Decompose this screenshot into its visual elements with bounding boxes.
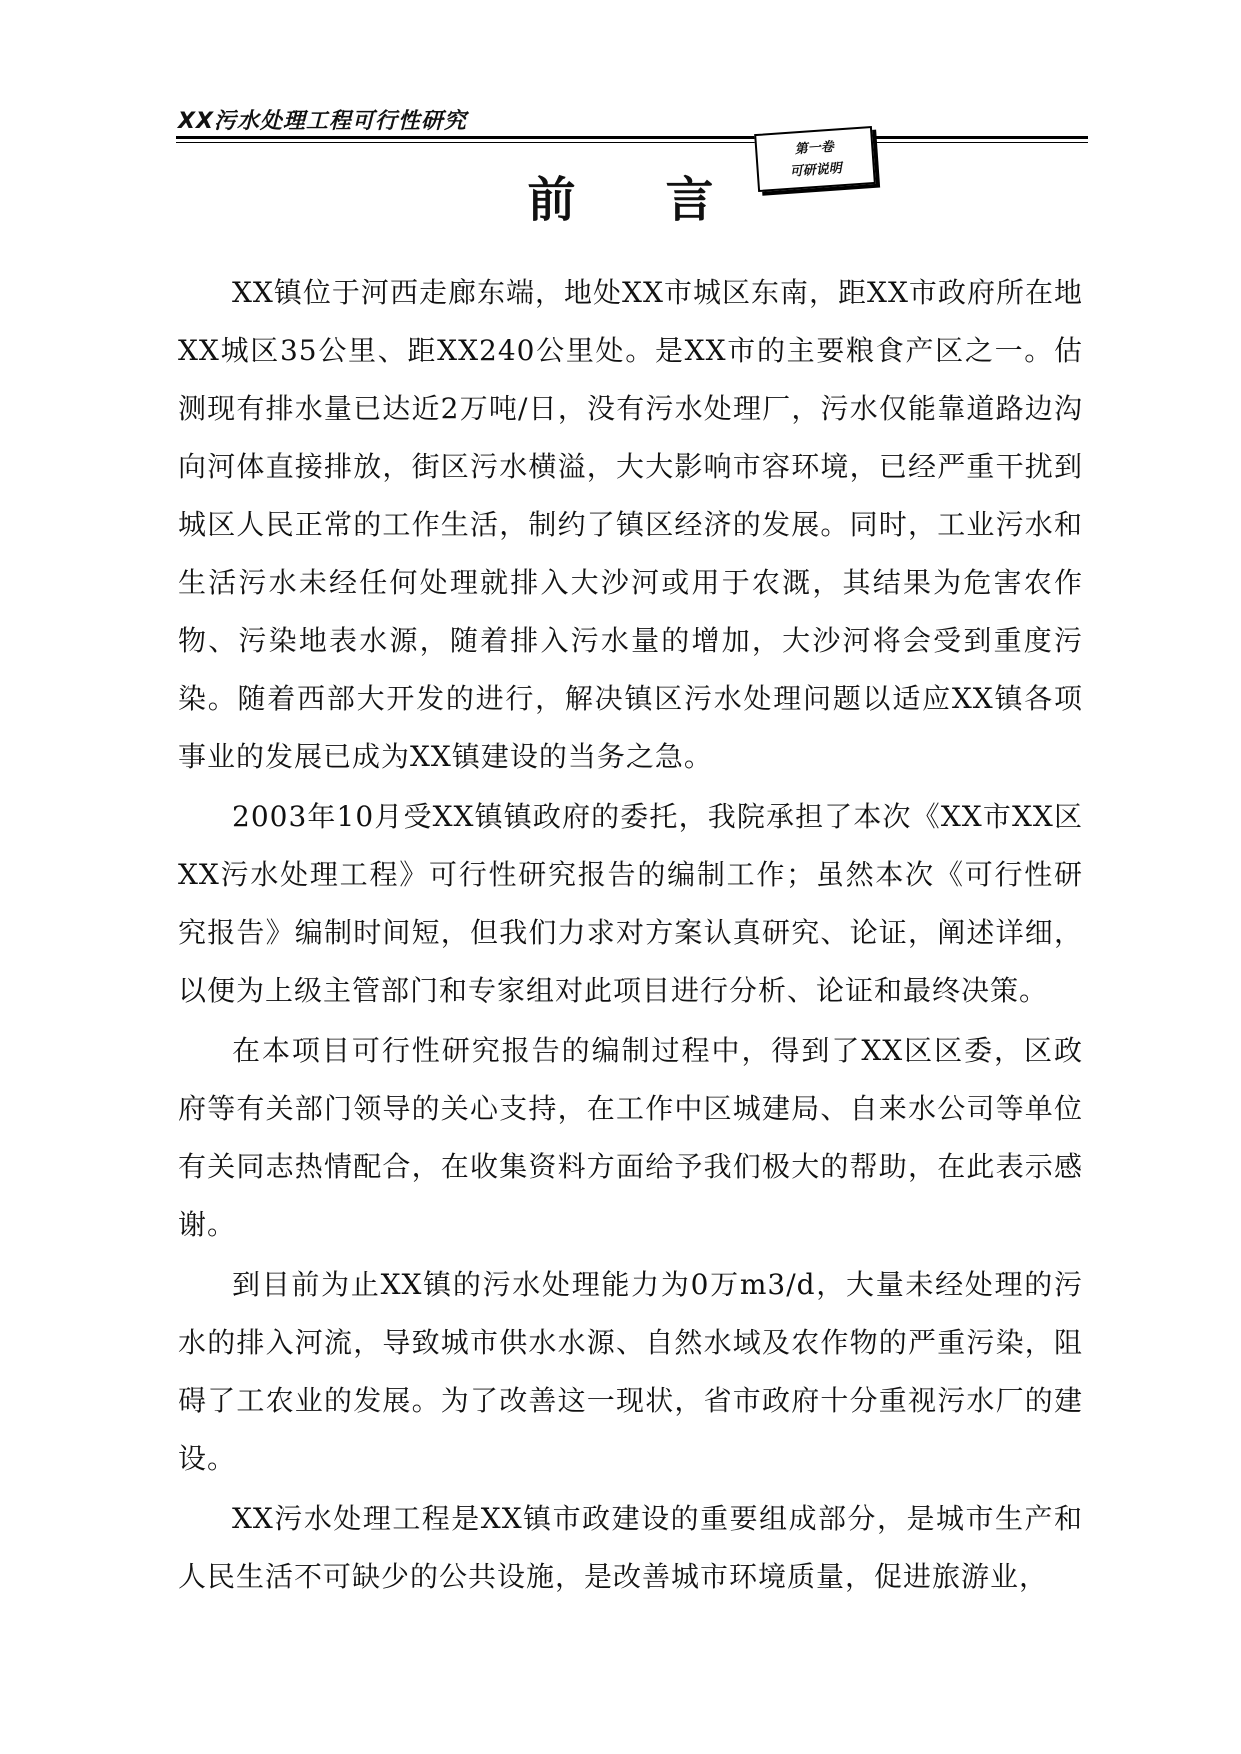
paragraph: 在本项目可行性研究报告的编制过程中，得到了XX区区委，区政府等有关部门领导的关心支持，在工作中区城建局、自来水公司等单位有关同志热情配合，在收集资料方面给予我们极大的帮助，在此表示感谢。: [178, 1034, 1083, 1241]
header-rule-thin: [176, 142, 1088, 143]
paragraph: 到目前为止XX镇的污水处理能力为0万m3/d，大量未经处理的污水的排入河流，导致城市供水水源、自然水域及农作物的严重污染，阻碍了工农业的发展。为了改善这一现状，省市政府十分重视污水厂的建设。: [178, 1268, 1083, 1475]
paragraph: XX污水处理工程是XX镇市政建设的重要组成部分，是城市生产和人民生活不可缺少的公共设施，是改善城市环境质量，促进旅游业，: [178, 1502, 1083, 1593]
running-header-title: XX污水处理工程可行性研究: [178, 109, 467, 134]
header-rule-thick: [176, 136, 1088, 139]
paragraph: XX镇位于河西走廊东端，地处XX市城区东南，距XX市政府所在地XX城区35公里、距XX240公里处。是XX市的主要粮食产区之一。估测现有排水量已达近2万吨/日，没有污水处理厂，污水仅能靠道路边沟向河体直接排放，街区污水横溢，大大影响市容环境，已经严重干扰到城区人民正常的工作生活，制约了镇区经济的发展。同时，工业污水和生活污水未经任何处理就排入大沙河或用于农溉，其结果为危害农作物、污染地表水源，随着排入污水量的增加，大沙河将会受到重度污染。随着西部大开发的进行，解决镇区污水处理问题以适应XX镇各项事业的发展已成为XX镇建设的当务之急。: [178, 276, 1083, 773]
paragraph: 2003年10月受XX镇镇政府的委托，我院承担了本次《XX市XX区XX污水处理工程》可行性研究报告的编制工作；虽然本次《可行性研究报告》编制时间短，但我们力求对方案认真研究、论证，阐述详细，以便为上级主管部门和专家组对此项目进行分析、论证和最终决策。: [178, 800, 1083, 1007]
volume-tab-line1: 第一卷: [794, 139, 835, 158]
body-text: [178, 264, 1083, 1608]
volume-tab-line2: 可研说明: [789, 161, 843, 180]
page-title: 前言: [527, 172, 804, 228]
